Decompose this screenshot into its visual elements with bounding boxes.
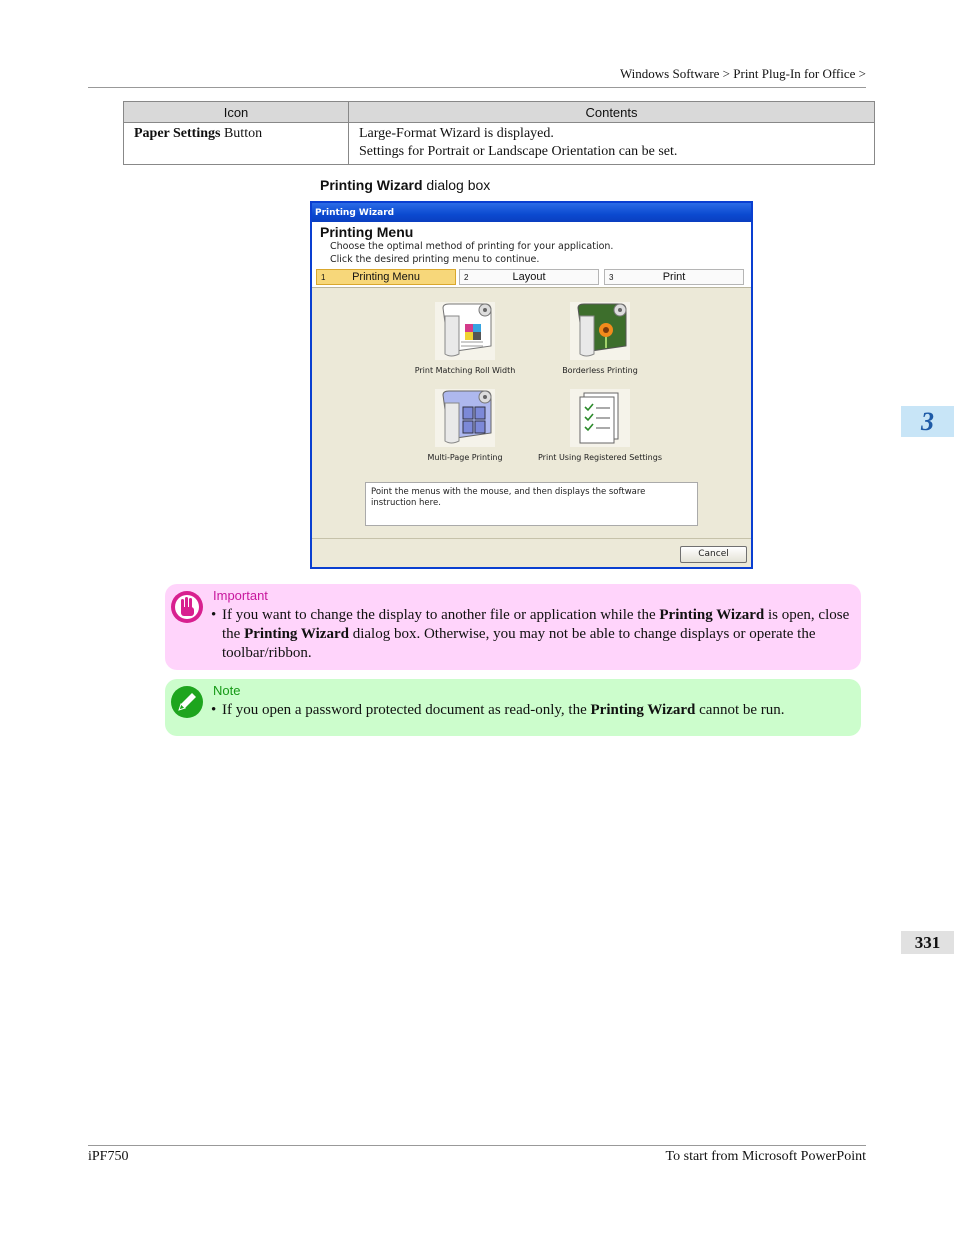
- step-label: Layout: [512, 271, 546, 283]
- row-line-2: Settings for Portrait or Landscape Orientation can be set.: [359, 144, 678, 159]
- registered-settings-icon: [570, 389, 630, 447]
- text-run: cannot be run.: [695, 702, 785, 718]
- text-run: If you want to change the display to another file or application while the: [222, 607, 660, 623]
- step-printing-menu[interactable]: [316, 269, 456, 285]
- step-num: 3: [609, 273, 614, 282]
- important-label: Important: [213, 588, 268, 603]
- menu-label: Print Using Registered Settings: [538, 453, 662, 462]
- printing-wizard-dialog: [310, 201, 753, 569]
- note-text: [211, 701, 851, 720]
- bold-run: Printing Wizard: [244, 626, 349, 642]
- step-label: Print: [662, 271, 686, 283]
- row-name-bold: Paper Settings: [134, 126, 221, 141]
- chapter-tab[interactable]: 3: [901, 406, 954, 437]
- footer-model: iPF750: [88, 1149, 129, 1164]
- menu-label: Borderless Printing: [562, 366, 638, 375]
- table-header-row: [124, 102, 875, 123]
- cancel-button[interactable]: Cancel: [680, 546, 747, 563]
- bullet: •: [211, 702, 217, 718]
- instruction-box: Point the menus with the mouse, and then displays the software instruction here.: [365, 482, 698, 526]
- col-icon-header: Icon: [124, 102, 349, 123]
- important-hand-icon: [170, 590, 204, 624]
- figure-caption: [320, 177, 490, 193]
- important-text: [211, 606, 851, 663]
- dialog-title-bar[interactable]: Printing Wizard: [312, 203, 751, 222]
- caption-rest: dialog box: [422, 177, 491, 193]
- menu-label: Print Matching Roll Width: [414, 366, 516, 375]
- menu-registered-settings[interactable]: [525, 389, 675, 462]
- dialog-instruction-1: Choose the optimal method of printing for your application.: [330, 241, 614, 252]
- table-row: [124, 123, 875, 165]
- step-label: Printing Menu: [352, 271, 420, 283]
- footer-divider: [88, 1145, 866, 1146]
- menu-roll-width[interactable]: [390, 302, 540, 375]
- step-num: 1: [321, 273, 326, 282]
- dialog-instruction-2: Click the desired printing menu to continue.: [330, 254, 540, 265]
- dialog-heading: Printing Menu: [320, 224, 414, 240]
- col-contents-header: Contents: [349, 102, 875, 123]
- text-run: If you open a password protected document as read-only, the: [222, 702, 591, 718]
- caption-bold: Printing Wizard: [320, 177, 423, 193]
- borderless-icon: [570, 302, 630, 360]
- row-name-cell: [124, 123, 349, 165]
- spec-table: [123, 101, 875, 165]
- bullet: •: [211, 607, 217, 623]
- step-num: 2: [464, 273, 469, 282]
- menu-multi-page[interactable]: [390, 389, 540, 462]
- menu-area: [312, 288, 751, 536]
- dialog-header: [312, 222, 751, 288]
- dialog-footer-divider: [312, 538, 751, 539]
- bold-run: Printing Wizard: [659, 607, 765, 623]
- note-label: Note: [213, 683, 241, 698]
- note-pencil-icon: [170, 685, 204, 719]
- menu-borderless[interactable]: [525, 302, 675, 375]
- multi-page-icon: [435, 389, 495, 447]
- text-run: dialog box. Otherwise, you may not be able to change displays or operate the toolbar/ribbon.: [222, 626, 816, 661]
- row-contents-cell: [349, 123, 875, 165]
- text-run: is open, close the: [222, 607, 850, 642]
- row-line-1: Large-Format Wizard is displayed.: [359, 126, 554, 141]
- bold-run: Printing Wizard: [590, 702, 696, 718]
- important-callout: [165, 584, 861, 670]
- step-layout[interactable]: [459, 269, 599, 285]
- header-divider: [88, 87, 866, 88]
- footer-section: To start from Microsoft PowerPoint: [665, 1149, 866, 1164]
- breadcrumb: Windows Software > Print Plug-In for Office >: [619, 66, 866, 81]
- page-number: 331: [901, 931, 954, 954]
- roll-width-icon: [435, 302, 495, 360]
- wizard-steps: [316, 269, 746, 285]
- note-callout: [165, 679, 861, 736]
- step-print[interactable]: [604, 269, 744, 285]
- row-name-rest: Button: [220, 126, 263, 141]
- menu-label: Multi-Page Printing: [427, 453, 503, 462]
